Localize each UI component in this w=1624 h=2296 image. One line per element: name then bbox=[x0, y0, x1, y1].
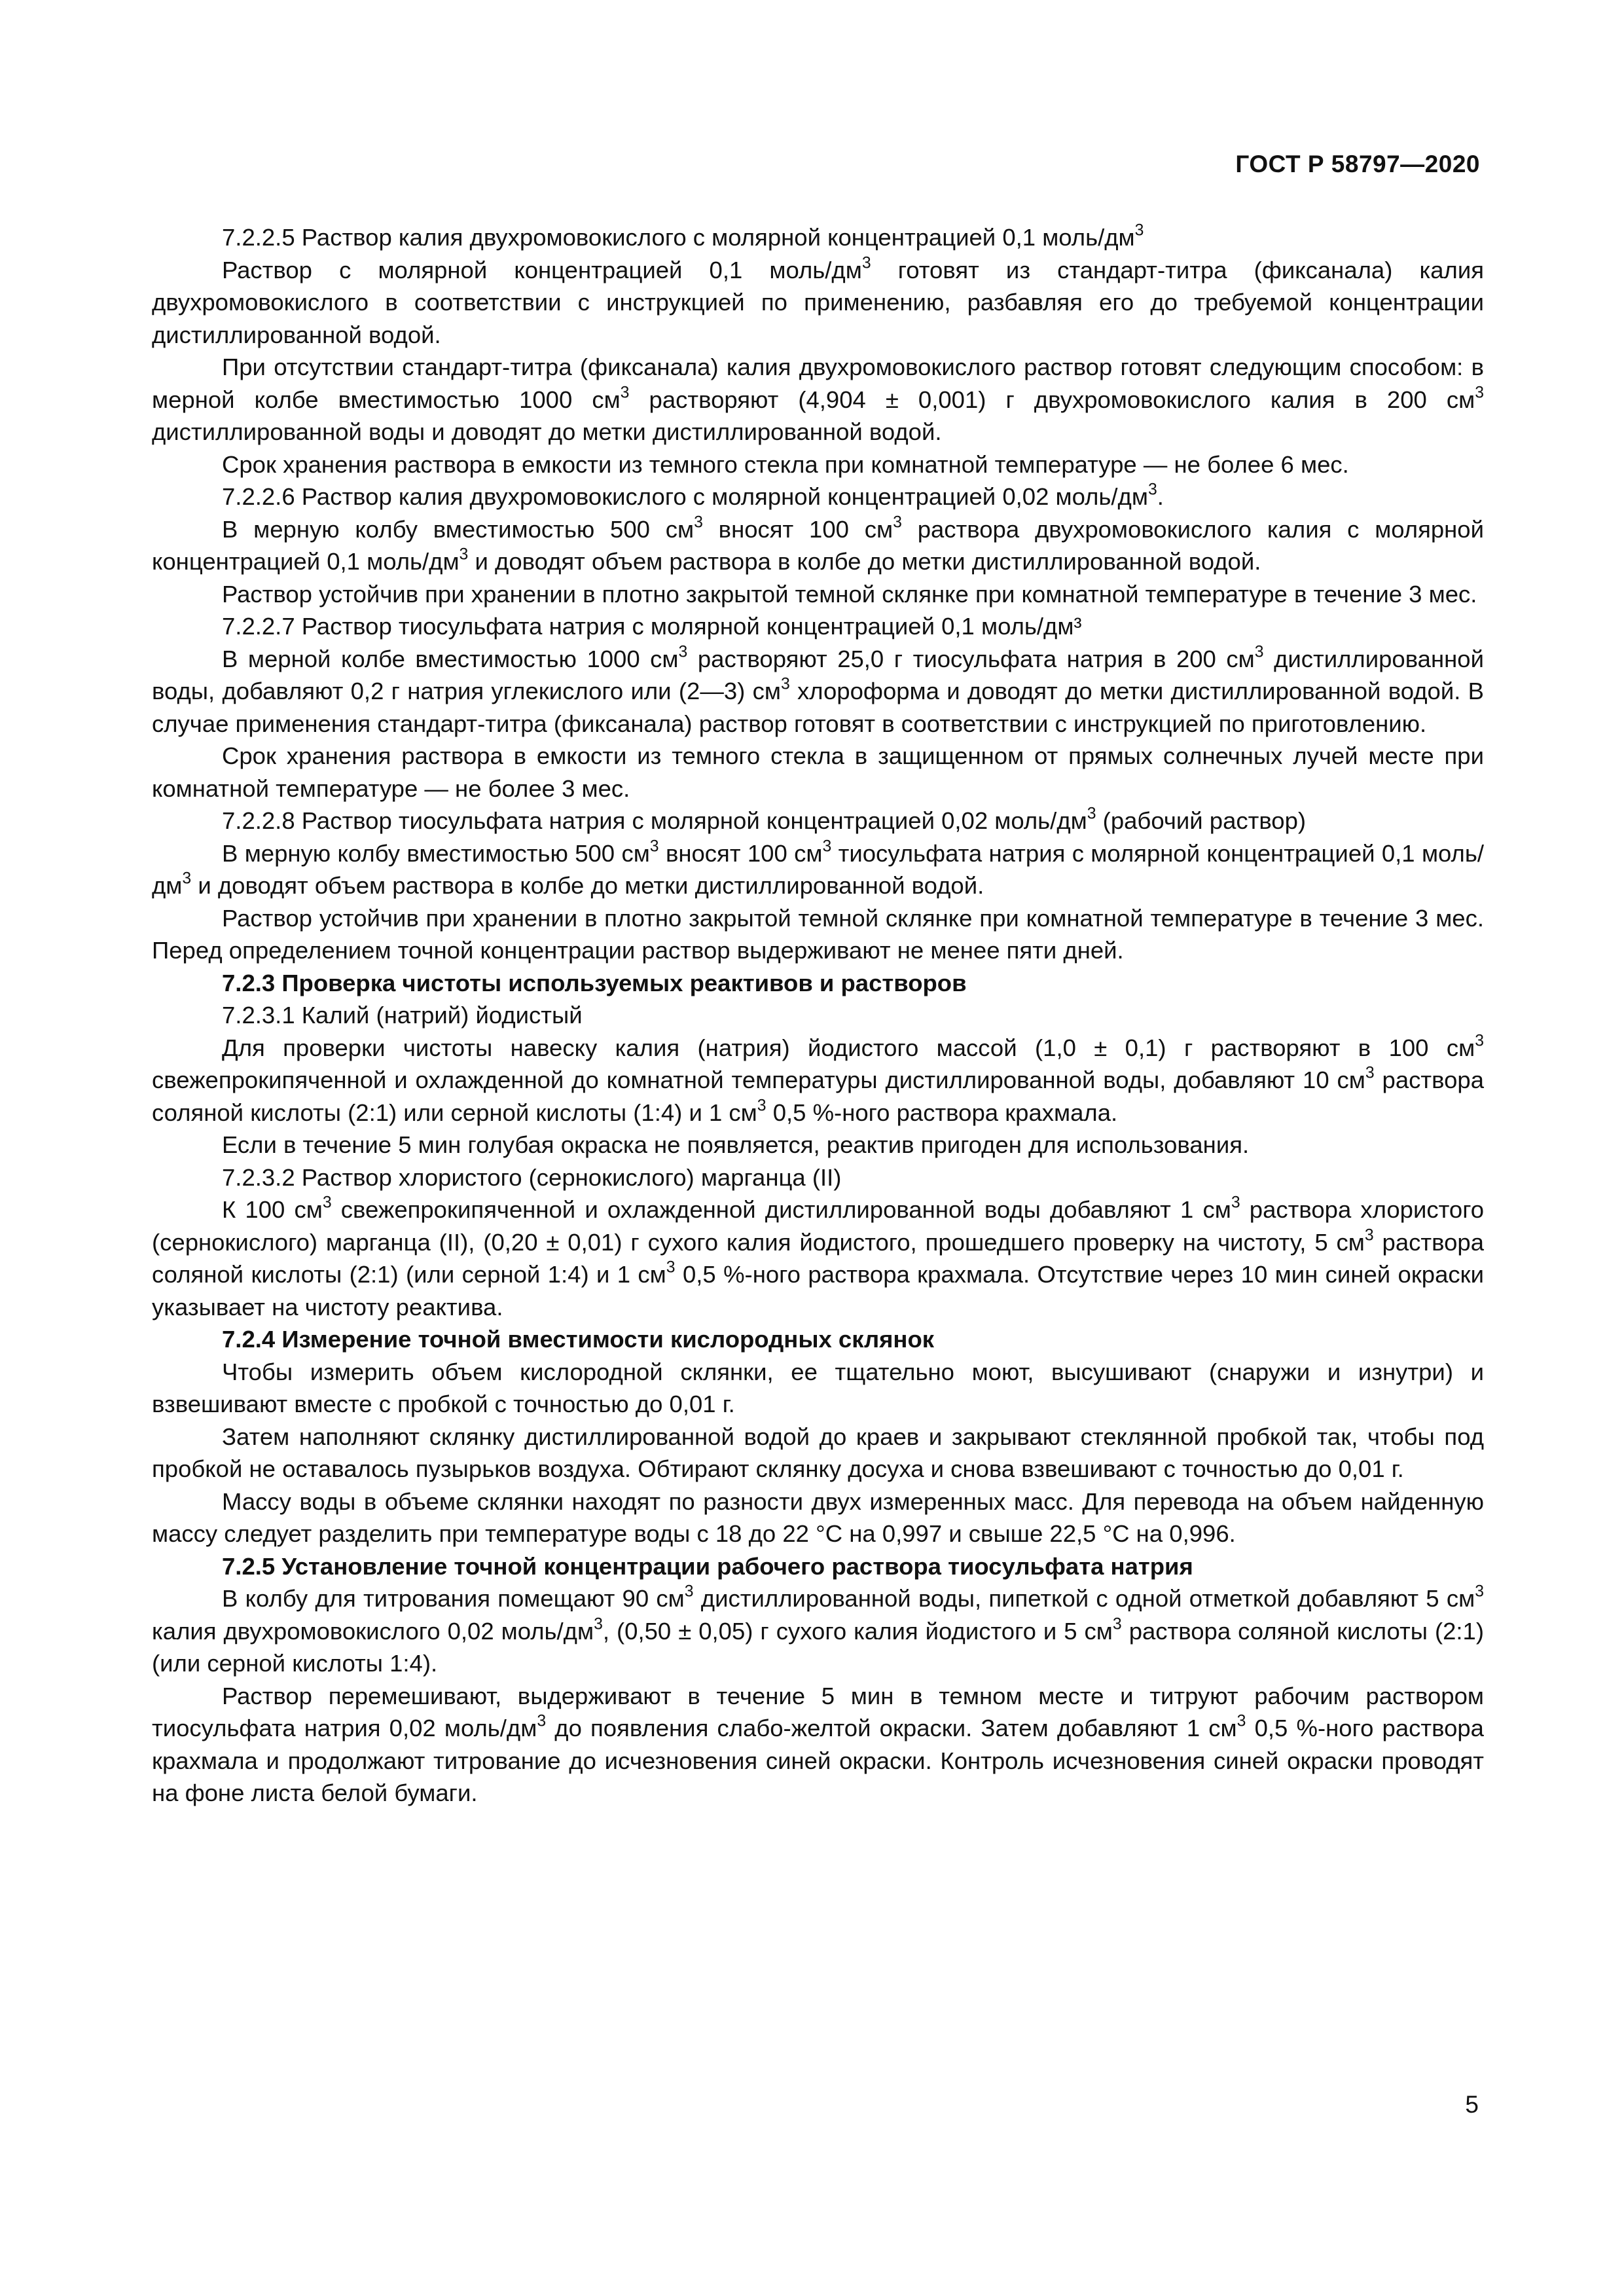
text-run: вносят 100 см bbox=[702, 515, 893, 543]
superscript: 3 bbox=[1087, 805, 1096, 823]
text-run: В мерную колбу вместимостью 500 см bbox=[222, 515, 695, 543]
text-run: 7.2.4 Измерение точной вместимости кислородных склянок bbox=[222, 1326, 935, 1353]
subsection-title bbox=[152, 221, 1484, 254]
text-run: 7.2.5 Установление точной концентрации рабочего раствора тиосульфата натрия bbox=[222, 1552, 1193, 1580]
superscript: 3 bbox=[1134, 221, 1144, 240]
text-run: Чтобы измерить объем кислородной склянки, ее тщательно моют, высушивают (снаружи и изнутри) и взвешивают вместе с пробкой с точностью до 0,01 г. bbox=[152, 1358, 1484, 1417]
body-paragraph bbox=[152, 1421, 1484, 1485]
text-run: вносят 100 см bbox=[659, 839, 823, 867]
superscript: 3 bbox=[1254, 643, 1264, 661]
superscript: 3 bbox=[861, 254, 871, 272]
text-run: дистиллированной воды и доводят до метки дистиллированной водой. bbox=[152, 418, 942, 445]
text-run: готовят из стандарт-титра (фиксанала) калия двухромовокислого в соответствии с инструкцией по применению, разбавляя его до требуемой концентрации дистиллированной водой. bbox=[152, 256, 1485, 348]
superscript: 3 bbox=[459, 545, 469, 564]
superscript: 3 bbox=[822, 837, 832, 856]
text-run: Срок хранения раствора в емкости из темного стекла при комнатной температуре — не более 6 мес. bbox=[222, 450, 1349, 478]
superscript: 3 bbox=[620, 384, 630, 402]
superscript: 3 bbox=[1364, 1226, 1374, 1245]
subsection-title bbox=[152, 805, 1484, 837]
superscript: 3 bbox=[694, 513, 703, 532]
text-run: К 100 см bbox=[222, 1196, 323, 1223]
text-run: В мерной колбе вместимостью 1000 см bbox=[222, 645, 679, 672]
superscript: 3 bbox=[649, 837, 659, 856]
text-run: калия двухромовокислого 0,02 моль/дм bbox=[152, 1617, 594, 1645]
text-run: тиосульфата натрия с молярной концентрацией 0,1 моль/дм bbox=[152, 839, 1484, 899]
text-run: хлороформа и доводят до метки дистиллированной водой. В случае применения стандарт-титра (фиксанала) раствор готовят в соответствии с инструкцией по приготовлению. bbox=[152, 678, 1485, 737]
text-run: 7.2.3 Проверка чистоты используемых реактивов и растворов bbox=[222, 969, 967, 996]
text-run: Срок хранения раствора в емкости из темного стекла в защищенном от прямых солнечных лучей месте при комнатной температуре — не более 3 мес. bbox=[152, 742, 1484, 802]
text-run: Если в течение 5 мин голубая окраска не появляется, реактив пригоден для использования. bbox=[222, 1131, 1250, 1158]
text-run: свежепрокипяченной и охлажденной до комнатной температуры дистиллированной воды, добавляют 10 см bbox=[152, 1066, 1365, 1093]
body-paragraph bbox=[152, 1582, 1484, 1680]
text-run: Для проверки чистоты навеску калия (натрия) йодистого массой (1,0 ± 0,1) г растворяют в 100 см bbox=[222, 1034, 1475, 1061]
text-run: Раствор устойчив при хранении в плотно закрытой темной склянке при комнатной температуре в течение 3 мес. bbox=[222, 580, 1477, 608]
body-paragraph bbox=[152, 254, 1484, 352]
body-paragraph bbox=[152, 1356, 1484, 1421]
body-paragraph bbox=[152, 1032, 1484, 1129]
text-run: Раствор устойчив при хранении в плотно закрытой темной склянке при комнатной температуре в течение 3 мес. Перед определением точной концентрации раствор выдерживают не менее пяти дней. bbox=[152, 904, 1484, 964]
superscript: 3 bbox=[1475, 1032, 1484, 1050]
body-paragraph bbox=[152, 1680, 1484, 1810]
text-run: 0,5 %-ного раствора крахмала. Отсутствие через 10 мин синей окраски указывает на чистоту реактива. bbox=[152, 1261, 1484, 1321]
text-run: дистиллированной воды, пипеткой с одной отметкой добавляют 5 см bbox=[693, 1585, 1475, 1612]
section-heading bbox=[152, 1323, 1484, 1356]
superscript: 3 bbox=[1365, 1064, 1375, 1082]
section-heading bbox=[152, 967, 1484, 1000]
text-run: раствора двухромовокислого калия с молярной концентрацией 0,1 моль/дм bbox=[152, 515, 1484, 575]
body-paragraph bbox=[152, 513, 1484, 578]
body-paragraph bbox=[152, 1129, 1484, 1161]
body-paragraph bbox=[152, 902, 1484, 967]
text-run: растворяют 25,0 г тиосульфата натрия в 200 см bbox=[687, 645, 1255, 672]
text-run: Массу воды в объеме склянки находят по разности двух измеренных масс. Для перевода на объем найденную массу следует разделить при температуре воды с 18 до 22 °С на 0,997 и свыше 22,5 °С на 0,996. bbox=[152, 1487, 1484, 1547]
superscript: 3 bbox=[1475, 384, 1484, 402]
page-number: 5 bbox=[1465, 2091, 1479, 2118]
text-run: 7.2.3.2 Раствор хлористого (сернокислого) марганца (II) bbox=[222, 1163, 842, 1191]
body-paragraph bbox=[152, 578, 1484, 611]
body-paragraph bbox=[152, 740, 1484, 805]
superscript: 3 bbox=[1112, 1615, 1122, 1633]
text-run: 7.2.2.5 Раствор калия двухромовокислого с молярной концентрацией 0,1 моль/дм bbox=[222, 224, 1135, 251]
text-run: 7.2.2.8 Раствор тиосульфата натрия с молярной концентрацией 0,02 моль/дм bbox=[222, 807, 1087, 834]
text-run: и доводят объем раствора в колбе до метки дистиллированной водой. bbox=[191, 872, 984, 899]
body-paragraph bbox=[152, 1194, 1484, 1323]
body-paragraph bbox=[152, 837, 1484, 902]
document-header: ГОСТ Р 58797—2020 bbox=[1235, 151, 1480, 177]
text-run: При отсутствии стандарт-титра (фиксанала) калия двухромовокислого раствор готовят следующим способом: в мерной колбе вместимостью 1000 см bbox=[152, 354, 1484, 413]
subsection-title bbox=[152, 610, 1484, 643]
document-body bbox=[152, 221, 1484, 1810]
text-run: дистиллированной воды, добавляют 0,2 г натрия углекислого или (2—3) см bbox=[152, 645, 1484, 704]
superscript: 3 bbox=[893, 513, 902, 532]
subsection-title bbox=[152, 999, 1484, 1032]
body-paragraph bbox=[152, 448, 1484, 481]
text-run: Затем наполняют склянку дистиллированной водой до краев и закрывают стеклянной пробкой так, чтобы под пробкой не оставалось пузырьков воздуха. Обтирают склянку досуха и снова взвешивают с точностью до 0,01 г. bbox=[152, 1423, 1484, 1482]
text-run: раствора соляной кислоты (2:1) (или серной кислоты 1:4). bbox=[152, 1617, 1485, 1677]
superscript: 3 bbox=[1236, 1712, 1246, 1730]
text-run: до появления слабо-желтой окраски. Затем добавляют 1 см bbox=[546, 1715, 1237, 1741]
text-run: В колбу для титрования помещают 90 см bbox=[222, 1585, 685, 1612]
text-run: раствора соляной кислоты (2:1) или серной кислоты (1:4) и 1 см bbox=[152, 1066, 1484, 1126]
section-heading bbox=[152, 1550, 1484, 1583]
text-run: раствора соляной кислоты (2:1) (или серной 1:4) и 1 см bbox=[152, 1228, 1485, 1288]
superscript: 3 bbox=[684, 1582, 694, 1601]
text-run: В мерную колбу вместимостью 500 см bbox=[222, 839, 650, 867]
text-run: Раствор перемешивают, выдерживают в течение 5 мин в темном месте и титруют рабочим раствором тиосульфата натрия 0,02 моль/дм bbox=[152, 1682, 1484, 1741]
text-run: раствора хлористого (сернокислого) марганца (II), (0,20 ± 0,01) г сухого калия йодистого, прошедшего проверку на чистоту, 5 см bbox=[152, 1196, 1485, 1256]
superscript: 3 bbox=[182, 869, 192, 888]
subsection-title bbox=[152, 481, 1484, 513]
superscript: 3 bbox=[322, 1194, 332, 1212]
superscript: 3 bbox=[780, 675, 790, 693]
body-paragraph bbox=[152, 643, 1484, 740]
text-run: 7.2.3.1 Калий (натрий) йодистый bbox=[222, 1002, 583, 1029]
superscript: 3 bbox=[666, 1258, 676, 1277]
text-run: 0,5 %-ного раствора крахмала и продолжают титрование до исчезновения синей окраски. Контроль исчезновения синей окраски проводят на фоне листа белой бумаги. bbox=[152, 1715, 1484, 1806]
text-run: растворяют (4,904 ± 0,001) г двухромовокислого калия в 200 см bbox=[629, 386, 1475, 413]
body-paragraph bbox=[152, 351, 1484, 448]
superscript: 3 bbox=[1147, 481, 1157, 499]
superscript: 3 bbox=[1231, 1194, 1240, 1212]
superscript: 3 bbox=[537, 1712, 547, 1730]
text-run: 0,5 %-ного раствора крахмала. bbox=[766, 1099, 1118, 1126]
text-run: 7.2.2.6 Раствор калия двухромовокислого с молярной концентрацией 0,02 моль/дм bbox=[222, 483, 1148, 510]
superscript: 3 bbox=[594, 1615, 603, 1633]
subsection-title bbox=[152, 1161, 1484, 1194]
text-run: (рабочий раствор) bbox=[1096, 807, 1307, 834]
text-run: Раствор с молярной концентрацией 0,1 моль/дм bbox=[222, 256, 862, 283]
text-run: , (0,50 ± 0,05) г сухого калия йодистого и 5 см bbox=[602, 1617, 1113, 1645]
text-run: 7.2.2.7 Раствор тиосульфата натрия с молярной концентрацией 0,1 моль/дм³ bbox=[222, 613, 1082, 640]
text-run: свежепрокипяченной и охлажденной дистиллированной воды добавляют 1 см bbox=[331, 1196, 1231, 1223]
text-run: . bbox=[1157, 483, 1164, 510]
superscript: 3 bbox=[678, 643, 688, 661]
text-run: и доводят объем раствора в колбе до метки дистиллированной водой. bbox=[468, 548, 1261, 575]
superscript: 3 bbox=[1475, 1582, 1484, 1601]
superscript: 3 bbox=[757, 1097, 767, 1115]
body-paragraph bbox=[152, 1485, 1484, 1550]
